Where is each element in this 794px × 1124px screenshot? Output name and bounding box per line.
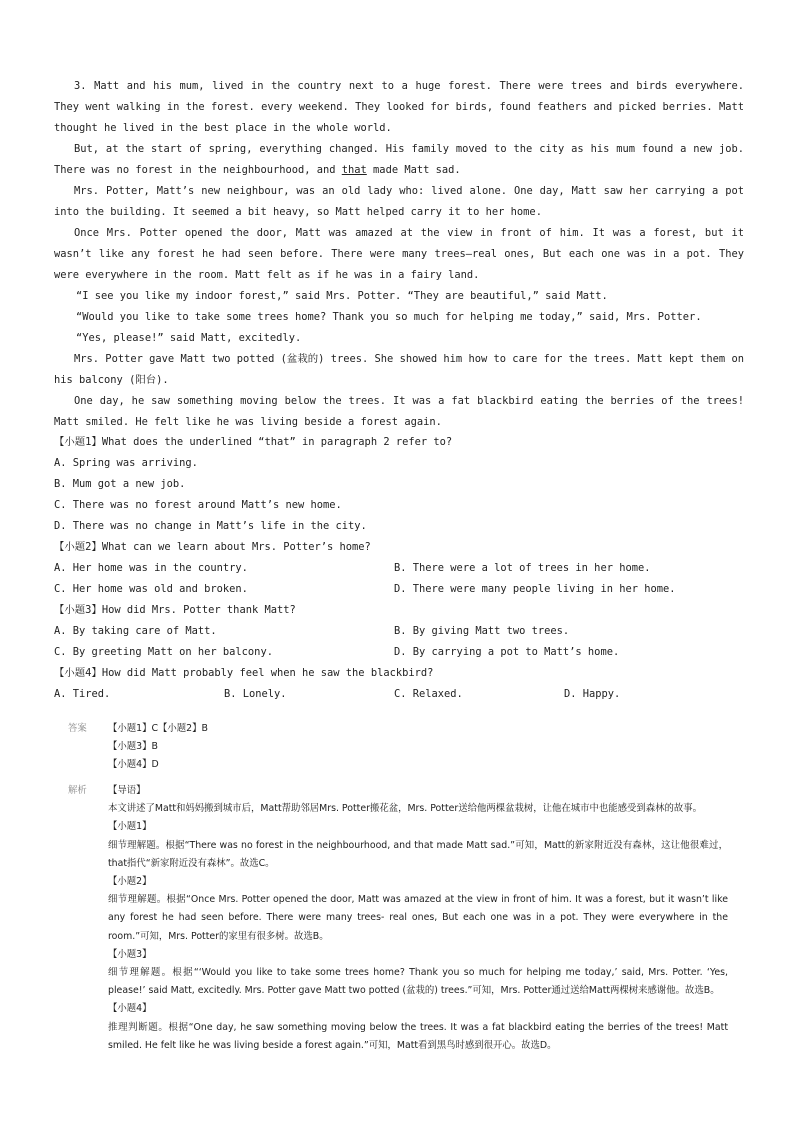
- question-2-stem: 【小题2】What can we learn about Mrs. Potter’s home?: [54, 541, 371, 553]
- passage-paragraph-1: 3. Matt and his mum, lived in the country next to a huge forest. There were trees and birds everywhere. They went walking in the forest. every weekend. They looked for birds, found feathers and picked berries. Matt thought he lived in the best place in the whole world.: [54, 80, 744, 134]
- passage-paragraph-3: Mrs. Potter, Matt’s new neighbour, was an old lady who: lived alone. One day, Matt saw her carrying a pot into the building. It seemed a bit heavy, so Matt helped carry it to her home.: [54, 185, 744, 218]
- question-3-options-row-2: [54, 642, 744, 663]
- question-4-option-b: B. Lonely.: [224, 688, 287, 700]
- answer-body: [108, 720, 728, 774]
- question-1-option-c: C. There was no forest around Matt’s new home.: [54, 499, 342, 511]
- question-1-option-b: B. Mum got a new job.: [54, 478, 186, 490]
- question-1-option-d: D. There was no change in Matt’s life in the city.: [54, 520, 367, 532]
- question-4-stem: 【小题4】How did Matt probably feel when he saw the blackbird?: [54, 667, 434, 679]
- analysis-intro: 本文讲述了Matt和妈妈搬到城市后，Matt帮助邻居Mrs. Potter搬花盆，Mrs. Potter送给他两棵盆栽树，让他在城市中也能感受到森林的故事。: [108, 803, 703, 815]
- passage-paragraph-5: “I see you like my indoor forest,” said Mrs. Potter. “They are beautiful,” said Matt.: [76, 290, 608, 302]
- question-2-option-b: B. There were a lot of trees in her home.: [394, 562, 651, 574]
- analysis-q3: 细节理解题。根据“‘Would you like to take some trees home? Thank you so much for helping me today,’ said, Mrs. Potter. ‘Yes, please!’ said Matt, excitedly. Mrs. Potter gave Matt two potted (盆栽的) trees.”可知，Mrs. Potter通过送给Matt两棵树来感谢他。故选B。: [108, 967, 728, 997]
- question-3-stem: 【小题3】How did Mrs. Potter thank Matt?: [54, 604, 296, 616]
- answer-line-1: 【小题1】C【小题2】B: [108, 723, 208, 734]
- question-3-option-a: A. By taking care of Matt.: [54, 625, 217, 637]
- question-2-option-d: D. There were many people living in her home.: [394, 583, 676, 595]
- reading-passage: [54, 76, 744, 433]
- answer-line-3: 【小题4】D: [108, 759, 159, 770]
- analysis-body: [108, 782, 728, 1055]
- analysis-label: 解析: [68, 785, 87, 796]
- question-3-option-b: B. By giving Matt two trees.: [394, 625, 570, 637]
- question-list: [54, 432, 744, 705]
- analysis-q2: 细节理解题。根据“Once Mrs. Potter opened the door, Matt was amazed at the view in front of him. It was a forest, but it wasn’t like any forest he had seen before. There were many trees- real ones, But each one was in a pot. They were everywhere in the room.”可知，Mrs. Potter的家里有很多树。故选B。: [108, 894, 728, 942]
- question-2-option-c: C. Her home was old and broken.: [54, 583, 248, 595]
- answer-label: 答案: [68, 723, 87, 734]
- question-number: 3.: [74, 80, 87, 92]
- analysis-q4-head: 【小题4】: [108, 1003, 152, 1015]
- question-4-option-d: D. Happy.: [564, 688, 621, 700]
- analysis-intro-head: 【导语】: [108, 785, 146, 796]
- answer-line-2: 【小题3】B: [108, 741, 158, 752]
- question-3-option-d: D. By carrying a pot to Matt’s home.: [394, 646, 620, 658]
- analysis-q4: 推理判断题。根据“One day, he saw something moving below the trees. It was a fat blackbird eating the berries of the trees! Matt smiled. He felt like he was living beside a forest again.”可知，Matt看到黑鸟时感到很开心。故选D。: [108, 1021, 728, 1051]
- passage-paragraph-4: Once Mrs. Potter opened the door, Matt was amazed at the view in front of him. It was a forest, but it wasn’t like any forest he had seen before. There were many trees—real ones, But each one was in a pot. They were everywhere in the room. Matt felt as if he was in a fairy land.: [54, 227, 744, 281]
- passage-paragraph-2: But, at the start of spring, everything changed. His family moved to the city as his mum found a new job. There was no forest in the neighbourhood, and that made Matt sad.: [54, 143, 744, 176]
- analysis-q1: 细节理解题。根据“There was no forest in the neighbourhood, and that made Matt sad.”可知，Matt的新家附近没有森林，这让他很难过，that指代“新家附近没有森林”。故选C。: [108, 839, 728, 869]
- underlined-word: that: [341, 164, 367, 176]
- question-4-option-c: C. Relaxed.: [394, 688, 463, 700]
- passage-paragraph-8: Mrs. Potter gave Matt two potted (盆栽的) trees. She showed him how to care for the trees. Matt kept them on his balcony (阳台).: [54, 353, 744, 386]
- question-3-options-row-1: [54, 621, 744, 642]
- analysis-q1-head: 【小题1】: [108, 821, 152, 833]
- analysis-q3-head: 【小题3】: [108, 948, 152, 960]
- passage-paragraph-6: “Would you like to take some trees home? Thank you so much for helping me today,” said, Mrs. Potter.: [76, 311, 702, 323]
- question-2-options-row-2: [54, 579, 744, 600]
- question-2-option-a: A. Her home was in the country.: [54, 562, 248, 574]
- question-4-option-a: A. Tired.: [54, 688, 111, 700]
- passage-paragraph-9: One day, he saw something moving below the trees. It was a fat blackbird eating the berries of the trees! Matt smiled. He felt like he was living beside a forest again.: [54, 395, 744, 428]
- question-1-stem: 【小题1】What does the underlined “that” in paragraph 2 refer to?: [54, 436, 453, 448]
- passage-paragraph-7: “Yes, please!” said Matt, excitedly.: [76, 332, 302, 344]
- question-4-options-row: [54, 684, 744, 705]
- analysis-q2-head: 【小题2】: [108, 876, 152, 888]
- question-2-options-row-1: [54, 558, 744, 579]
- question-1-option-a: A. Spring was arriving.: [54, 457, 198, 469]
- question-3-option-c: C. By greeting Matt on her balcony.: [54, 646, 273, 658]
